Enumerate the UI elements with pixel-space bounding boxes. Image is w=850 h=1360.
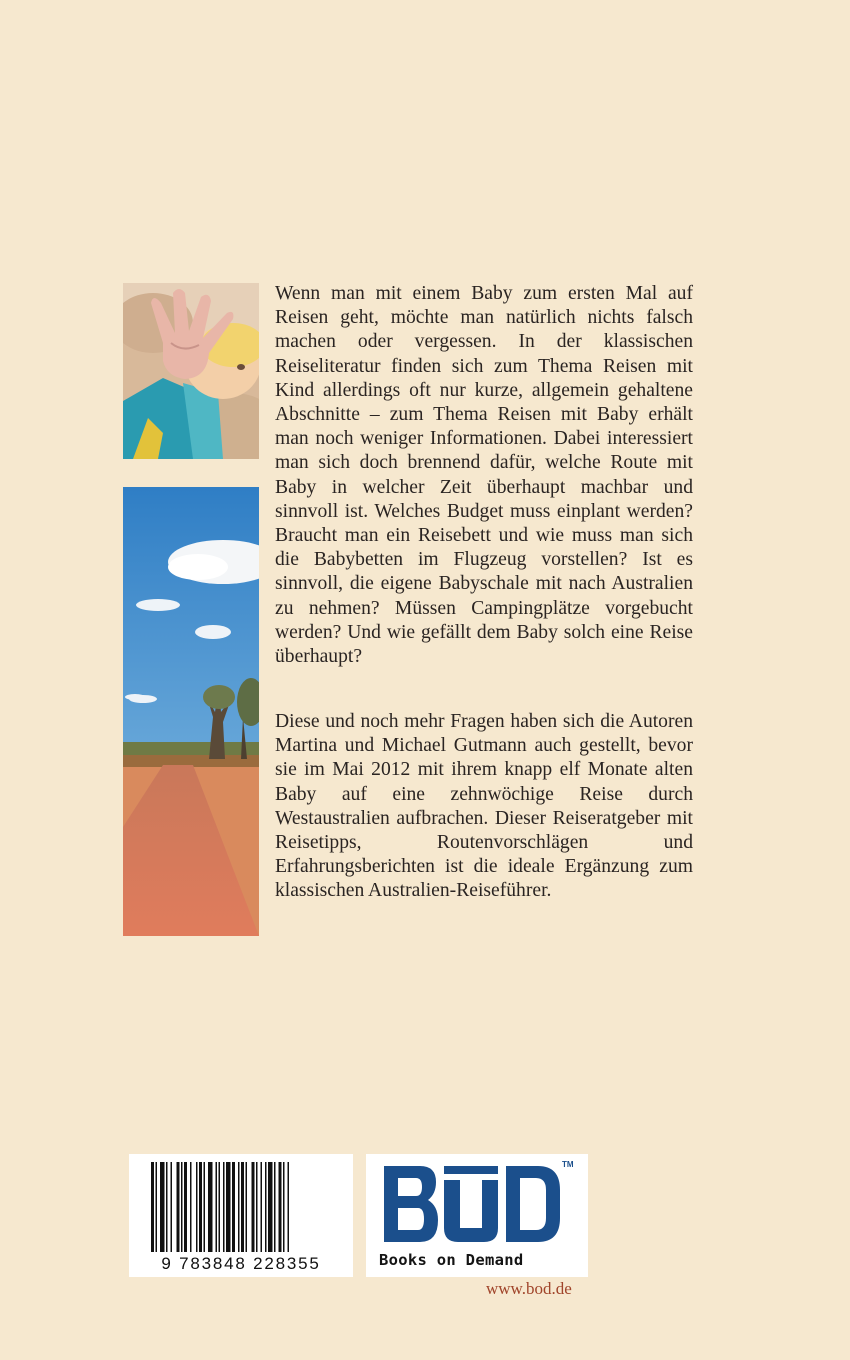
barcode-bar — [288, 1162, 290, 1252]
barcode-bar — [196, 1162, 198, 1252]
barcode-bar — [204, 1162, 206, 1252]
publisher-url[interactable]: www.bod.de — [486, 1279, 572, 1298]
baby-hand-photo — [123, 283, 259, 459]
barcode-bar — [184, 1162, 187, 1252]
barcode-bar — [156, 1162, 158, 1252]
blurb-paragraph-2: Diese und noch mehr Fragen haben sich die Autoren Martina und Michael Gutmann auch gestellt, bevor sie im Mai 2012 mit ihrem knapp elf Monate alten Baby auf eine zehnwöchige Reise durch Westaustralien aufbrachen. Dieser Reiseratgeber mit Reisetipps, Routenvorschlägen und Erfahrungsberichten ist die ideale Ergänzung zum klassischen Australien-Reiseführer. — [275, 711, 693, 902]
bod-logo-mark — [378, 1162, 564, 1246]
blurb-paragraph-1: Wenn man mit einem Baby zum ersten Mal auf Reisen geht, möchte man natürlich nichts falsch machen oder vergessen. In der klassischen Reiseliteratur finden sich zum Thema Reisen mit Kind allerdings oft nur kurze, allgemein gehaltene Abschnitte – zum Thema Reisen mit Baby erhält man noch weniger Informationen. Dabei interessiert man sich doch brennend dafür, welche Route mit Baby in welcher Zeit überhaupt machbar und sinnvoll ist. Welches Budget muss einplant werden? Braucht man ein Reisebett und wie muss man sich die Babybetten im Flugzeug vorstellen? Ist es sinnvoll, die eigene Babyschale mit nach Australien zu nehmen? Müssen Campingplätze vorgebucht werden? Und wie gefällt dem Baby solch eine Reise überhaupt? — [275, 283, 693, 668]
barcode-bar — [274, 1162, 276, 1252]
barcode-bar — [199, 1162, 202, 1252]
barcode-bar — [246, 1162, 248, 1252]
barcode-bar — [279, 1162, 282, 1252]
barcode-bar — [283, 1162, 285, 1252]
barcode-bar — [265, 1162, 267, 1252]
barcode-bar — [223, 1162, 225, 1252]
barcode-bar — [268, 1162, 273, 1252]
barcode-bar — [232, 1162, 235, 1252]
barcode-bar — [208, 1162, 213, 1252]
barcode-bars — [151, 1162, 331, 1252]
publisher-logo — [366, 1154, 588, 1277]
barcode-bar — [190, 1162, 192, 1252]
barcode-bar — [181, 1162, 183, 1252]
barcode-bar — [160, 1162, 165, 1252]
barcode-bar — [166, 1162, 168, 1252]
publisher-tagline: Books on Demand — [379, 1251, 524, 1269]
isbn-number: 9 783848 228355 — [161, 1254, 321, 1273]
outback-road-photo — [123, 487, 259, 936]
barcode-bar — [216, 1162, 218, 1252]
trademark-mark: TM — [562, 1160, 574, 1169]
barcode-bar — [256, 1162, 258, 1252]
barcode-bar — [226, 1162, 231, 1252]
barcode-bar — [219, 1162, 221, 1252]
barcode-bar — [241, 1162, 244, 1252]
isbn-barcode — [129, 1154, 353, 1277]
barcode-bar — [261, 1162, 263, 1252]
barcode-bar — [177, 1162, 180, 1252]
barcode-bar — [238, 1162, 240, 1252]
barcode-bar — [252, 1162, 255, 1252]
barcode-bar — [151, 1162, 154, 1252]
barcode-bar — [171, 1162, 173, 1252]
